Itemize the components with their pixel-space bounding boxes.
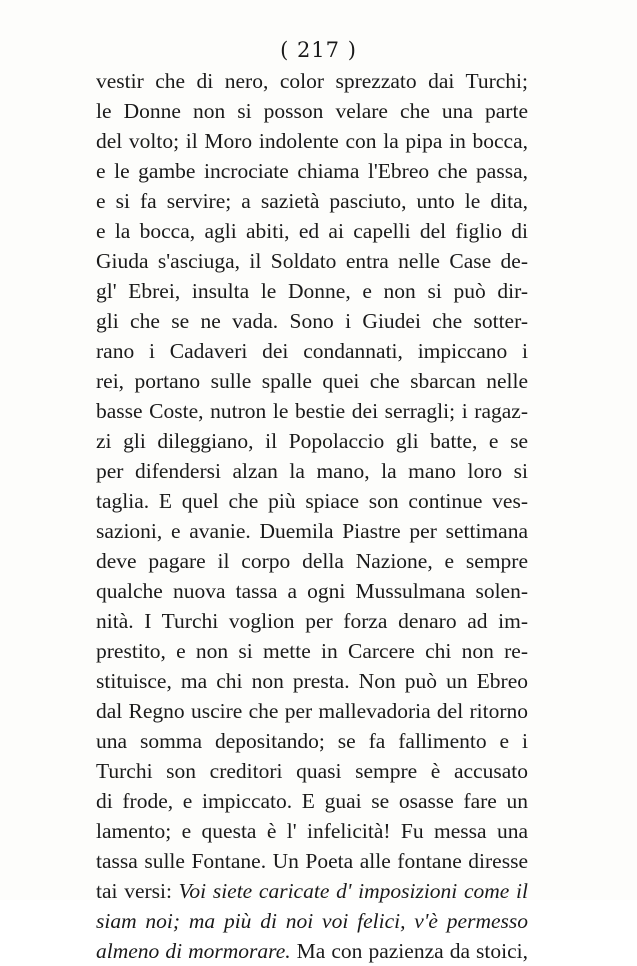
text-segment: nità. I Turchi voglion per forza denaro ad im-	[96, 609, 528, 633]
text-line	[96, 246, 528, 276]
text-line	[96, 876, 528, 906]
text-line	[96, 96, 528, 126]
text-line	[96, 66, 528, 96]
text-segment: sazioni, e avanie. Duemila Piastre per settimana	[96, 519, 528, 543]
text-line	[96, 576, 528, 606]
text-segment: stituisce, ma chi non presta. Non può un Ebreo	[96, 669, 528, 693]
text-line	[96, 636, 528, 666]
text-segment: e si fa servire; a sazietà pasciuto, unto le dita,	[96, 189, 528, 213]
text-segment: rano i Cadaveri dei condannati, impiccano i	[96, 339, 528, 363]
text-line	[96, 396, 528, 426]
text-line	[96, 306, 528, 336]
text-segment: taglia. E quel che più spiace son continue ves-	[96, 489, 528, 513]
text-line	[96, 186, 528, 216]
text-segment: zi gli dileggiano, il Popolaccio gli batte, e se	[96, 429, 528, 453]
text-line	[96, 666, 528, 696]
text-segment: deve pagare il corpo della Nazione, e sempre	[96, 549, 528, 573]
text-line	[96, 756, 528, 786]
italic-text-segment: siam noi; ma più di noi voi felici, v'è permesso	[96, 909, 528, 933]
text-segment: tassa sulle Fontane. Un Poeta alle fontane diresse	[96, 849, 528, 873]
text-segment: dal Regno uscire che per mallevadoria del ritorno	[96, 699, 528, 723]
text-segment: per difendersi alzan la mano, la mano loro si	[96, 459, 528, 483]
text-segment: gl' Ebrei, insulta le Donne, e non si può dir-	[96, 279, 528, 303]
text-segment: vestir che di nero, color sprezzato dai Turchi;	[96, 69, 528, 93]
text-line	[96, 126, 528, 156]
text-line	[96, 546, 528, 576]
text-line	[96, 336, 528, 366]
text-segment: e la bocca, agli abiti, ed ai capelli del figlio di	[96, 219, 528, 243]
text-line	[96, 366, 528, 396]
text-line	[96, 486, 528, 516]
italic-text-segment: Voi siete caricate d' imposizioni come il	[178, 879, 528, 903]
text-segment: del volto; il Moro indolente con la pipa in bocca,	[96, 129, 528, 153]
text-line	[96, 276, 528, 306]
text-segment: Ma con pazienza da stoici,	[290, 939, 529, 963]
text-line	[96, 696, 528, 726]
body-text	[96, 66, 528, 966]
text-segment: basse Coste, nutron le bestie dei serragli; i ragaz-	[96, 399, 528, 423]
text-segment: prestito, e non si mette in Carcere chi non re-	[96, 639, 528, 663]
text-line	[96, 456, 528, 486]
page-number: ( 217 )	[280, 38, 357, 62]
text-line	[96, 786, 528, 816]
italic-text-segment: almeno di mormorare.	[96, 939, 291, 963]
text-segment: e le gambe incrociate chiama l'Ebreo che passa,	[96, 159, 528, 183]
text-segment: le Donne non si posson velare che una parte	[96, 99, 528, 123]
text-line	[96, 726, 528, 756]
text-line	[96, 516, 528, 546]
text-line	[96, 906, 528, 936]
text-line	[96, 936, 528, 966]
text-line	[96, 426, 528, 456]
text-line	[96, 816, 528, 846]
text-line	[96, 216, 528, 246]
text-segment: una somma depositando; se fa fallimento e i	[96, 729, 528, 753]
text-segment: gli che se ne vada. Sono i Giudei che sotter-	[96, 309, 528, 333]
text-segment: Turchi son creditori quasi sempre è accusato	[96, 759, 528, 783]
text-segment: lamento; e questa è l' infelicità! Fu messa una	[96, 819, 528, 843]
text-segment: Giuda s'asciuga, il Soldato entra nelle Case de-	[96, 249, 528, 273]
text-segment: qualche nuova tassa a ogni Mussulmana solen-	[96, 579, 528, 603]
text-segment: tai versi:	[96, 879, 179, 903]
text-segment: rei, portano sulle spalle quei che sbarcan nelle	[96, 369, 528, 393]
text-line	[96, 606, 528, 636]
text-line	[96, 846, 528, 876]
text-line	[96, 156, 528, 186]
text-segment: di frode, e impiccato. E guai se osasse fare un	[96, 789, 528, 813]
